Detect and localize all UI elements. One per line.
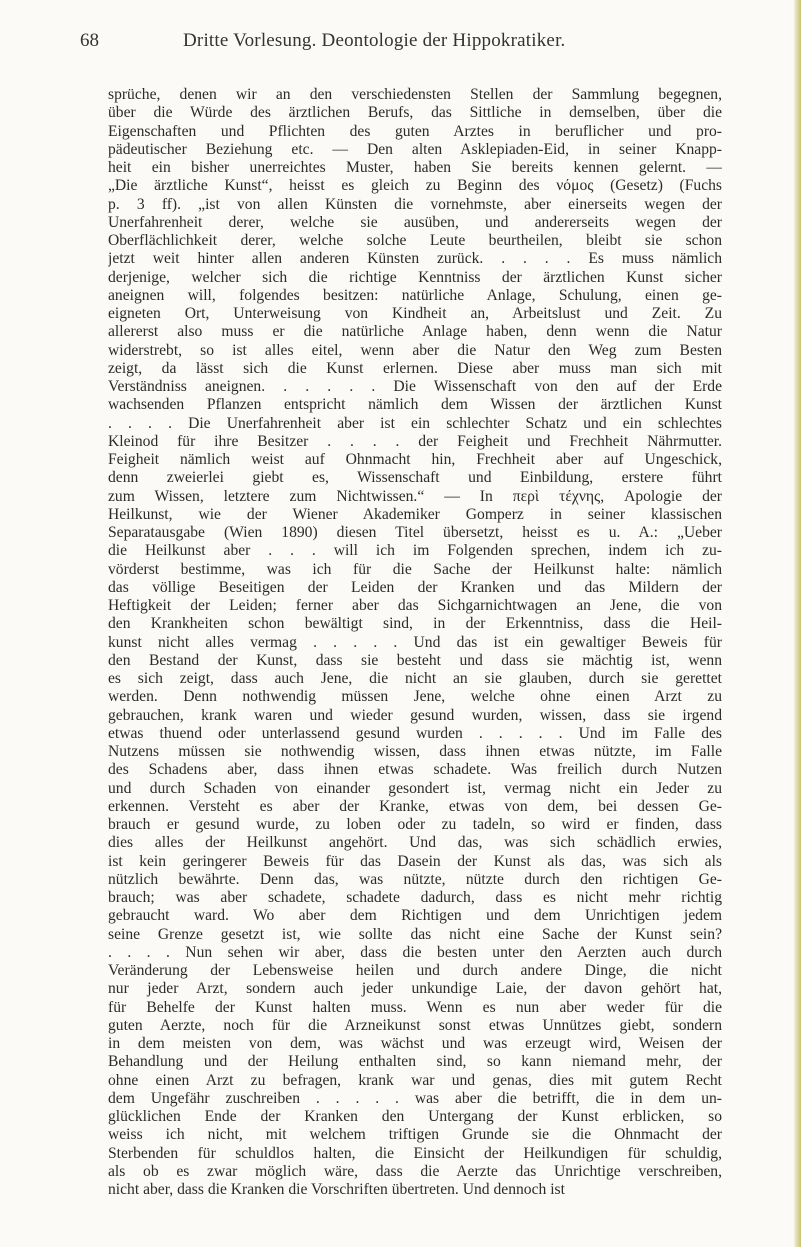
text-line: Sterbenden für schuldlos halten, die Einsicht der Heilkundigen für schuldig, <box>108 1144 722 1162</box>
text-line: und durch Schaden von einander gesondert ist, vermag nicht ein Jeder zu <box>108 779 722 797</box>
text-line: . . . . Nun sehen wir aber, dass die besten unter den Aerzten auch durch <box>108 943 722 961</box>
text-line: . . . . Die Unerfahrenheit aber ist ein schlechter Schatz und ein schlechtes <box>108 414 722 432</box>
text-line: nur jeder Arzt, sondern auch jeder unkundige Laie, der davon gehört hat, <box>108 980 722 998</box>
running-title: Dritte Vorlesung. Deontologie der Hippokratiker. <box>183 30 566 51</box>
text-line: den Bestand der Kunst, dass sie besteht und dass sie mächtig ist, wenn <box>108 651 722 669</box>
text-line: Unerfahrenheit derer, welche sie ausüben, und andererseits wegen der <box>108 213 722 231</box>
text-line: über die Würde des ärztlichen Berufs, das Sittliche in demselben, über die <box>108 104 722 122</box>
text-line: gebraucht ward. Wo aber dem Richtigen und dem Unrichtigen jedem <box>108 907 722 925</box>
text-line: Behandlung und der Heilung enthalten sind, so kann niemand mehr, der <box>108 1053 722 1071</box>
text-line: denn zweierlei giebt es, Wissenschaft und Einbildung, erstere führt <box>108 469 722 487</box>
text-line: ohne einen Arzt zu befragen, krank war und genas, dies mit gutem Recht <box>108 1071 722 1089</box>
body-text <box>108 86 722 1199</box>
text-line: derjenige, welcher sich die richtige Kenntniss der ärztlichen Kunst sicher <box>108 268 722 286</box>
text-line: allererst also muss er die natürliche Anlage haben, denn wenn die Natur <box>108 323 722 341</box>
text-line: Feigheit nämlich weist auf Ohnmacht hin, Frechheit aber auf Ungeschick, <box>108 451 722 468</box>
text-line: werden. Denn nothwendig müssen Jene, welche ohne einen Arzt zu <box>108 688 722 706</box>
text-line: des Schadens aber, dass ihnen etwas schadete. Was freilich durch Nutzen <box>108 761 722 779</box>
text-line: aneignen will, folgendes besitzen: natürliche Anlage, Schulung, einen ge- <box>108 286 722 304</box>
text-line: das völlige Beseitigen der Leiden der Kranken und das Mildern der <box>108 578 722 596</box>
text-line: vörderst bestimme, was ich für die Sache der Heilkunst halte: nämlich <box>108 560 722 578</box>
text-line: die Heilkunst aber . . . will ich im Folgenden sprechen, indem ich zu- <box>108 542 722 560</box>
text-line: in dem meisten von dem, was wächst und was erzeugt wird, Weisen der <box>108 1035 722 1052</box>
text-line: als ob es zwar möglich wäre, dass die Aerzte das Unrichtige verschreiben, <box>108 1162 722 1180</box>
text-line: widerstrebt, so ist alles eitel, wenn aber die Natur den Weg zum Besten <box>108 341 722 359</box>
text-line: wachsenden Pflanzen entspricht nämlich dem Wissen der ärztlichen Kunst <box>108 396 722 414</box>
text-line: Nutzens müssen sie nothwendig wissen, dass ihnen etwas nützte, im Falle <box>108 743 722 760</box>
text-line: nicht aber, dass die Kranken die Vorschriften übertreten. Und dennoch ist <box>108 1181 565 1198</box>
text-line: dem Ungefähr zuschreiben . . . . . was aber die betrifft, die in dem un- <box>108 1089 722 1107</box>
text-line: gebrauchen, krank waren und wieder gesund wurden, wissen, dass sie irgend <box>108 706 722 724</box>
text-line: Verständniss aneignen. . . . . . Die Wissenschaft von den auf der Erde <box>108 378 722 395</box>
text-line: heit ein bisher unerreichtes Muster, haben Sie bereits kennen gelernt. — <box>108 159 722 176</box>
text-line: Heftigkeit der Leiden; ferner aber das Sichgarnichtwagen an Jene, die von <box>108 597 722 614</box>
text-line: den Krankheiten schon bewältigt sind, in der Erkenntniss, dass die Heil- <box>108 615 722 633</box>
text-line: Kleinod für ihre Besitzer . . . . der Feigheit und Frechheit Nährmutter. <box>108 432 722 450</box>
text-line: für Behelfe der Kunst halten muss. Wenn es nun aber weder für die <box>108 998 722 1016</box>
page-number: 68 <box>80 30 99 51</box>
text-line: Separatausgabe (Wien 1890) diesen Titel übersetzt, heisst es u. A.: „Ueber <box>108 524 722 541</box>
text-line: zum Wissen, letztere zum Nichtwissen.“ — In περὶ τέχνης, Apologie der <box>108 487 722 505</box>
text-line: zeigt, da lässt sich die Kunst erlernen. Diese aber muss man sich mit <box>108 359 722 377</box>
text-line: „Die ärztliche Kunst“, heisst es gleich zu Beginn des νόμος (Gesetz) (Fuchs <box>108 177 722 195</box>
text-line: Heilkunst, wie der Wiener Akademiker Gomperz in seiner klassischen <box>108 505 722 523</box>
text-line: es sich zeigt, dass auch Jene, die nicht an sie glauben, durch sie gerettet <box>108 670 722 687</box>
page-edge <box>794 0 801 1247</box>
text-line: p. 3 ff). „ist von allen Künsten die vornehmste, aber einerseits wegen der <box>108 195 722 213</box>
text-line: ist kein geringerer Beweis für das Dasein der Kunst als das, was sich als <box>108 852 722 870</box>
text-line: weiss ich nicht, mit welchem triftigen Grunde sie die Ohnmacht der <box>108 1126 722 1144</box>
text-line: erkennen. Versteht es aber der Kranke, etwas von dem, bei dessen Ge- <box>108 797 722 815</box>
text-line: etwas thuend oder unterlassend gesund wurden . . . . . Und im Falle des <box>108 724 722 742</box>
text-line: brauch; was aber schadete, schadete dadurch, dass es nicht mehr richtig <box>108 889 722 906</box>
text-line: eigneten Ort, Unterweisung von Kindheit an, Arbeitslust und Zeit. Zu <box>108 305 722 322</box>
text-line: kunst nicht alles vermag . . . . . Und das ist ein gewaltiger Beweis für <box>108 633 722 651</box>
text-line: guten Aerzte, noch für die Arzneikunst sonst etwas Unnützes giebt, sondern <box>108 1016 722 1034</box>
text-line: seine Grenze gesetzt ist, wie sollte das nicht eine Sache der Kunst sein? <box>108 925 722 943</box>
text-line: dies alles der Heilkunst angehört. Und das, was sich schädlich erwies, <box>108 834 722 852</box>
text-line: Oberflächlichkeit derer, welche solche Leute beurtheilen, bleibt sie schon <box>108 232 722 249</box>
text-line: nützlich bewährte. Denn das, was nützte, nützte durch den richtigen Ge- <box>108 870 722 888</box>
text-line: brauch er gesund wurde, zu loben oder zu tadeln, so wird er finden, dass <box>108 816 722 833</box>
text-line: Eigenschaften und Pflichten des guten Arztes in beruflicher und pro- <box>108 122 722 140</box>
text-line: pädeutischer Beziehung etc. — Den alten Asklepiaden-Eid, in seiner Knapp- <box>108 140 722 158</box>
text-line: sprüche, denen wir an den verschiedensten Stellen der Sammlung begegnen, <box>108 86 722 103</box>
text-line: glücklichen Ende der Kranken den Untergang der Kunst erblicken, so <box>108 1108 722 1125</box>
text-line: Veränderung der Lebensweise heilen und durch andere Dinge, die nicht <box>108 962 722 979</box>
running-header <box>80 30 720 56</box>
text-line: jetzt weit hinter allen anderen Künsten zurück. . . . . Es muss nämlich <box>108 250 722 268</box>
